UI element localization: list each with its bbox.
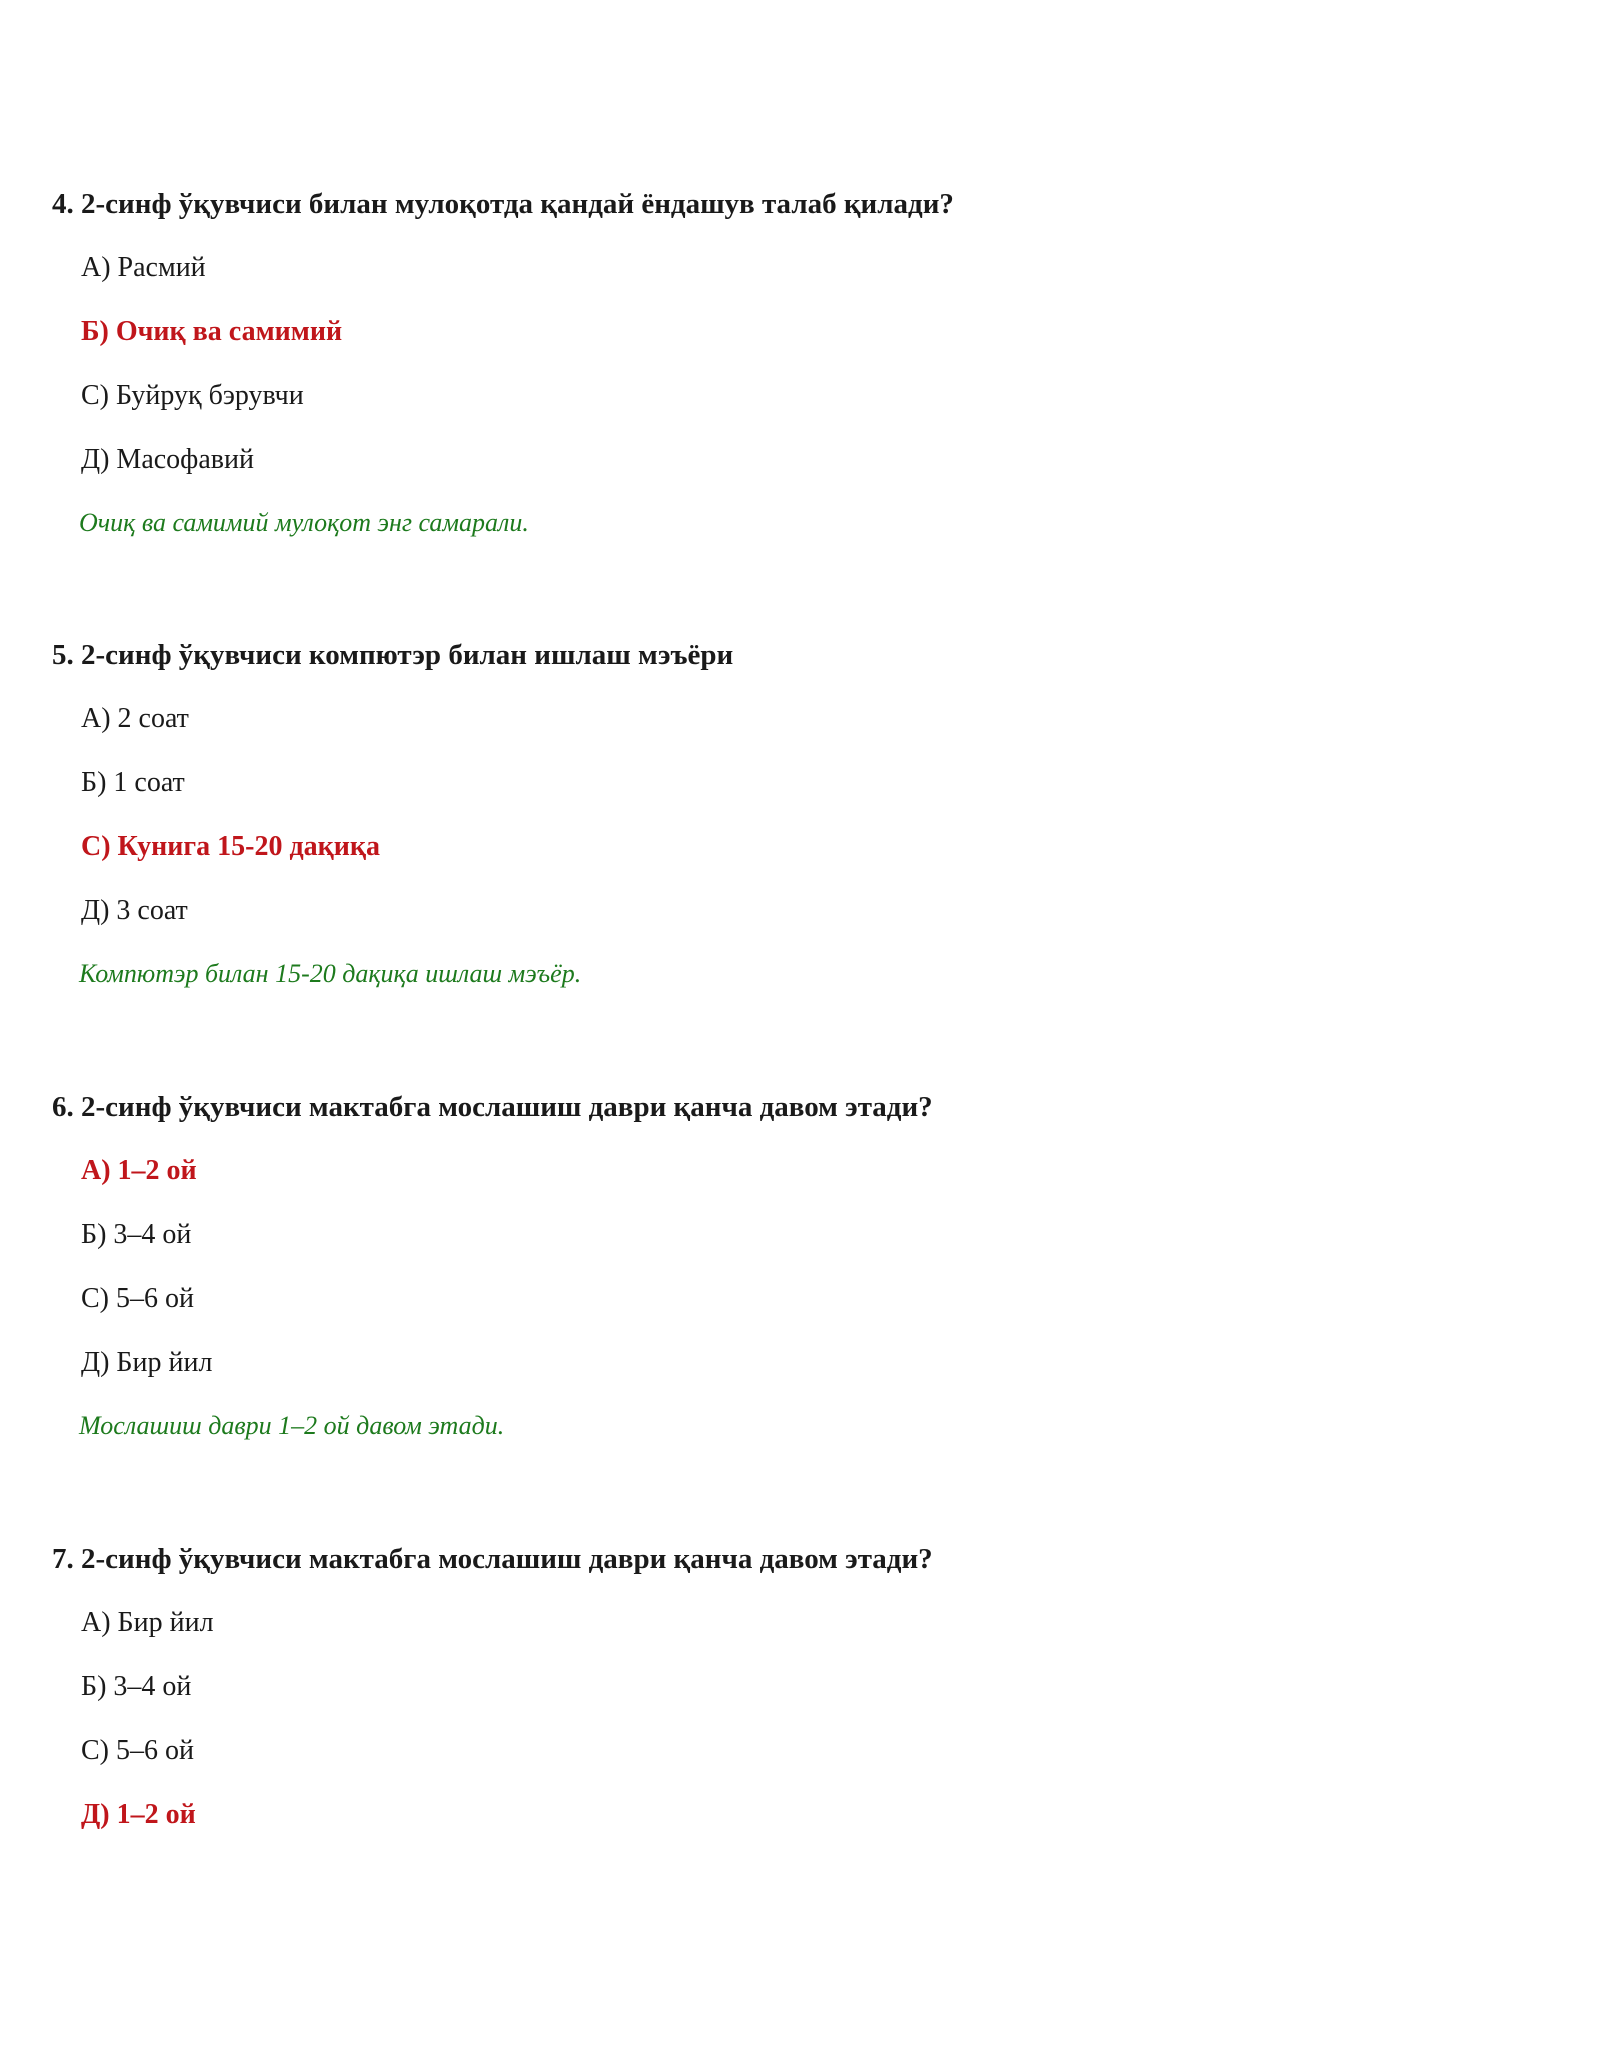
- option-a: А) Расмий: [81, 252, 206, 283]
- option-c: С) Буйруқ бэрувчи: [81, 380, 304, 411]
- option-b: Б) 3–4 ой: [81, 1671, 192, 1702]
- option-b-correct: Б) Очиқ ва самимий: [81, 316, 343, 347]
- explanation: Компютэр билан 15-20 дақиқа ишлаш мэъёр.: [79, 959, 582, 988]
- option-a: А) 2 соат: [81, 703, 189, 734]
- question-7: [52, 1541, 1532, 1833]
- question-title: 5. 2-синф ўқувчиси компютэр билан ишлаш мэъёри: [52, 639, 734, 671]
- question-title: 7. 2-синф ўқувчиси мактабга мослашиш даври қанча давом этади?: [52, 1543, 933, 1575]
- option-d-correct: Д) 1–2 ой: [81, 1799, 196, 1830]
- question-title: 4. 2-синф ўқувчиси билан мулоқотда қандай ёндашув талаб қилади?: [52, 188, 954, 220]
- option-b: Б) 3–4 ой: [81, 1219, 192, 1250]
- question-4: [52, 186, 1532, 566]
- options-list: [52, 701, 1532, 929]
- option-b: Б) 1 соат: [81, 767, 185, 798]
- option-a: А) Бир йил: [81, 1607, 214, 1638]
- option-d: Д) 3 соат: [81, 895, 188, 926]
- options-list: [52, 1153, 1532, 1381]
- question-5: [52, 637, 1532, 1017]
- option-d: Д) Бир йил: [81, 1347, 213, 1378]
- options-list: [52, 250, 1532, 478]
- option-c: С) 5–6 ой: [81, 1735, 194, 1766]
- question-6: [52, 1089, 1532, 1469]
- option-c: С) 5–6 ой: [81, 1283, 194, 1314]
- option-d: Д) Масофавий: [81, 444, 254, 475]
- option-a-correct: А) 1–2 ой: [81, 1155, 197, 1186]
- explanation: Очиқ ва самимий мулоқот энг самарали.: [79, 508, 529, 537]
- question-title: 6. 2-синф ўқувчиси мактабга мослашиш даври қанча давом этади?: [52, 1091, 933, 1123]
- option-c-correct: С) Кунига 15-20 дақиқа: [81, 831, 381, 862]
- options-list: [52, 1605, 1532, 1833]
- explanation: Мослашиш даври 1–2 ой давом этади.: [79, 1411, 505, 1440]
